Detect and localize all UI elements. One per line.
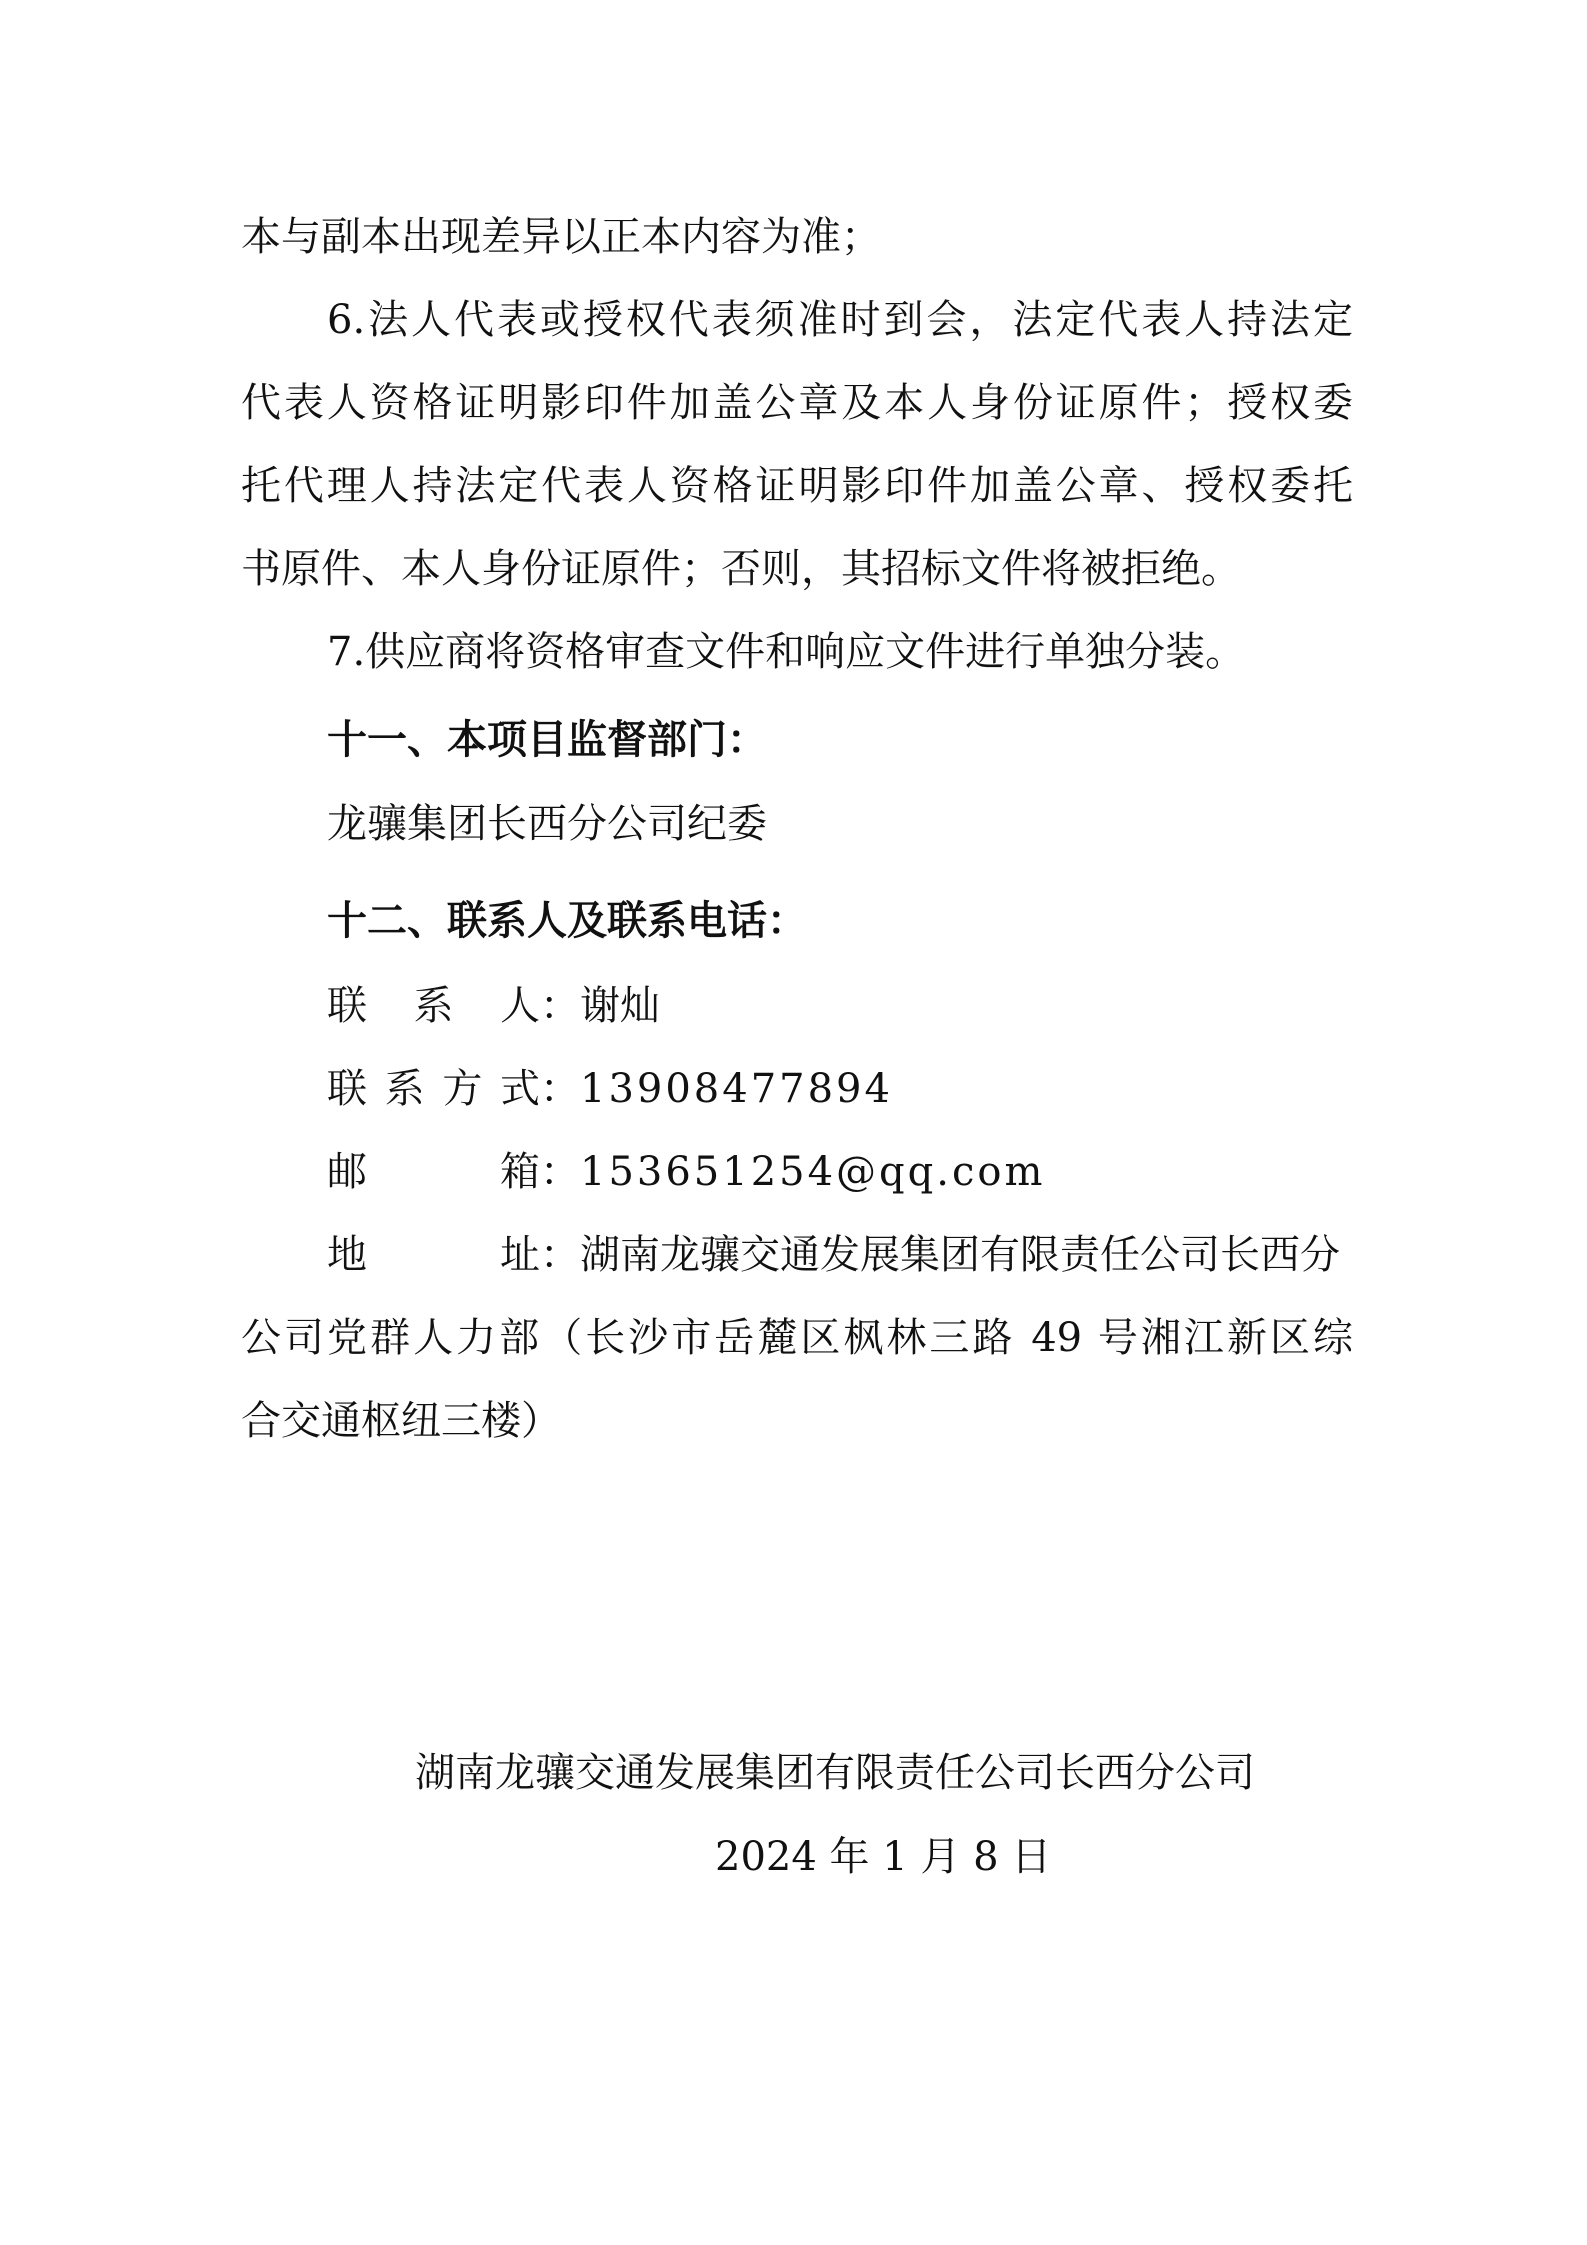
email-row: [327, 1144, 1045, 1200]
email-value: 153651254@qq.com: [580, 1149, 1046, 1195]
signature-date: 2024 年 1 月 8 日: [715, 1834, 1052, 1880]
paragraph-6-line-2: 代表人资格证明影印件加盖公章及本人身份证原件；授权委: [241, 380, 1353, 426]
signature-organization: 湖南龙骧交通发展集团有限责任公司长西分公司: [415, 1750, 1255, 1796]
paragraph-6-line-1: 6.法人代表或授权代表须准时到会，法定代表人持法定: [327, 297, 1353, 343]
paragraph-6-line-4: 书原件、本人身份证原件；否则，其招标文件将被拒绝。: [241, 546, 1241, 592]
phone-label: 联系方式: [327, 1066, 540, 1112]
address-value-line-3: 合交通枢纽三楼）: [241, 1398, 561, 1444]
contact-person-row: [327, 978, 660, 1034]
contact-person-label: 联 系 人: [327, 983, 540, 1029]
paragraph-6-line-3: 托代理人持法定代表人资格证明影印件加盖公章、授权委托: [241, 463, 1353, 509]
phone-row: [327, 1061, 893, 1117]
paragraph-7: 7.供应商将资格审查文件和响应文件进行单独分装。: [327, 629, 1246, 675]
address-colon: ：: [540, 1232, 580, 1278]
phone-value: 13908477894: [580, 1066, 893, 1112]
paragraph-5-tail: 本与副本出现差异以正本内容为准；: [241, 214, 881, 260]
email-colon: ：: [540, 1149, 580, 1195]
address-label: 地 址: [327, 1232, 540, 1278]
email-label: 邮 箱: [327, 1149, 540, 1195]
section-11-content: 龙骧集团长西分公司纪委: [327, 801, 767, 847]
address-row: [327, 1227, 1353, 1283]
contact-person-colon: ：: [540, 983, 580, 1029]
section-11-heading: 十一、本项目监督部门：: [327, 716, 767, 763]
section-12-heading: 十二、联系人及联系电话：: [327, 897, 807, 944]
address-value-line-1: 湖南龙骧交通发展集团有限责任公司长西分: [580, 1232, 1340, 1278]
contact-person-value: 谢灿: [580, 983, 660, 1029]
address-value-line-2: 公司党群人力部（长沙市岳麓区枫林三路 49 号湘江新区综: [241, 1315, 1353, 1361]
phone-colon: ：: [540, 1066, 580, 1112]
